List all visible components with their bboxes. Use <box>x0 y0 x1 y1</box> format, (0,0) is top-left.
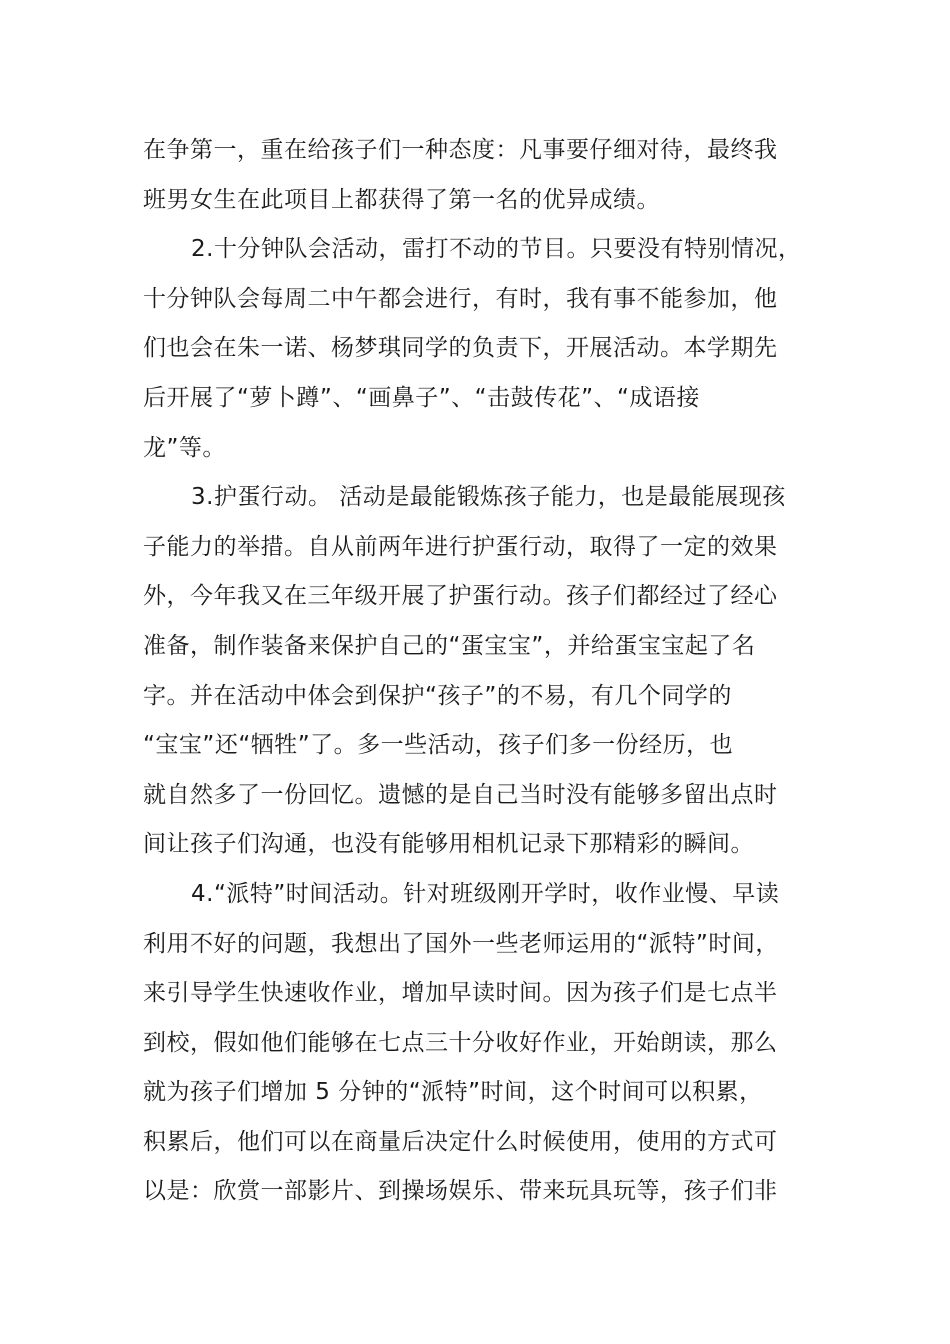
body-text <box>143 126 813 1217</box>
text-line: 准备，制作装备来保护自己的“蛋宝宝”，并给蛋宝宝起了名 <box>143 632 756 659</box>
text-line: 积累后，他们可以在商量后决定什么时候使用，使用的方式可 <box>143 1128 778 1155</box>
text-line: 班男女生在此项目上都获得了第一名的优异成绩。 <box>143 186 660 213</box>
text-line: 子能力的举措。自从前两年进行护蛋行动，取得了一定的效果 <box>143 533 778 560</box>
text-line: 到校，假如他们能够在七点三十分收好作业，开始朗读，那么 <box>143 1029 778 1056</box>
text-line: 利用不好的问题，我想出了国外一些老师运用的“派特”时间， <box>143 930 779 957</box>
paragraph-start-line: 3.护蛋行动。 活动是最能锻炼孩子能力，也是最能展现孩 <box>191 484 786 511</box>
text-line: 十分钟队会每周二中午都会进行，有时，我有事不能参加，他 <box>143 285 778 312</box>
text-line: 就自然多了一份回忆。遗憾的是自己当时没有能够多留出点时 <box>143 781 778 808</box>
text-line: “宝宝”还“牺牲”了。多一些活动，孩子们多一份经历，也 <box>143 732 734 759</box>
text-line: 字。并在活动中体会到保护“孩子”的不易，有几个同学的 <box>143 682 732 709</box>
text-line: 外，今年我又在三年级开展了护蛋行动。孩子们都经过了经心 <box>143 583 778 610</box>
text-line: 间让孩子们沟通，也没有能够用相机记录下那精彩的瞬间。 <box>143 831 754 858</box>
text-line: 后开展了“萝卜蹲”、“画鼻子”、“击鼓传花”、“成语接 <box>143 384 700 411</box>
text-line: 来引导学生快速收作业，增加早读时间。因为孩子们是七点半 <box>143 980 778 1007</box>
paragraph-start-line: 4.“派特”时间活动。针对班级刚开学时，收作业慢、早读 <box>191 880 780 907</box>
paragraph-start-line: 2.十分钟队会活动，雷打不动的节目。只要没有特别情况， <box>191 236 802 263</box>
text-line: 以是：欣赏一部影片、到操场娱乐、带来玩具玩等，孩子们非 <box>143 1178 778 1205</box>
text-line: 龙”等。 <box>143 434 226 461</box>
text-line: 在争第一，重在给孩子们一种态度：凡事要仔细对待，最终我 <box>143 137 778 163</box>
text-line: 们也会在朱一诺、杨梦琪同学的负责下，开展活动。本学期先 <box>143 335 778 362</box>
text-line: 就为孩子们增加 5 分钟的“派特”时间，这个时间可以积累， <box>143 1079 763 1106</box>
